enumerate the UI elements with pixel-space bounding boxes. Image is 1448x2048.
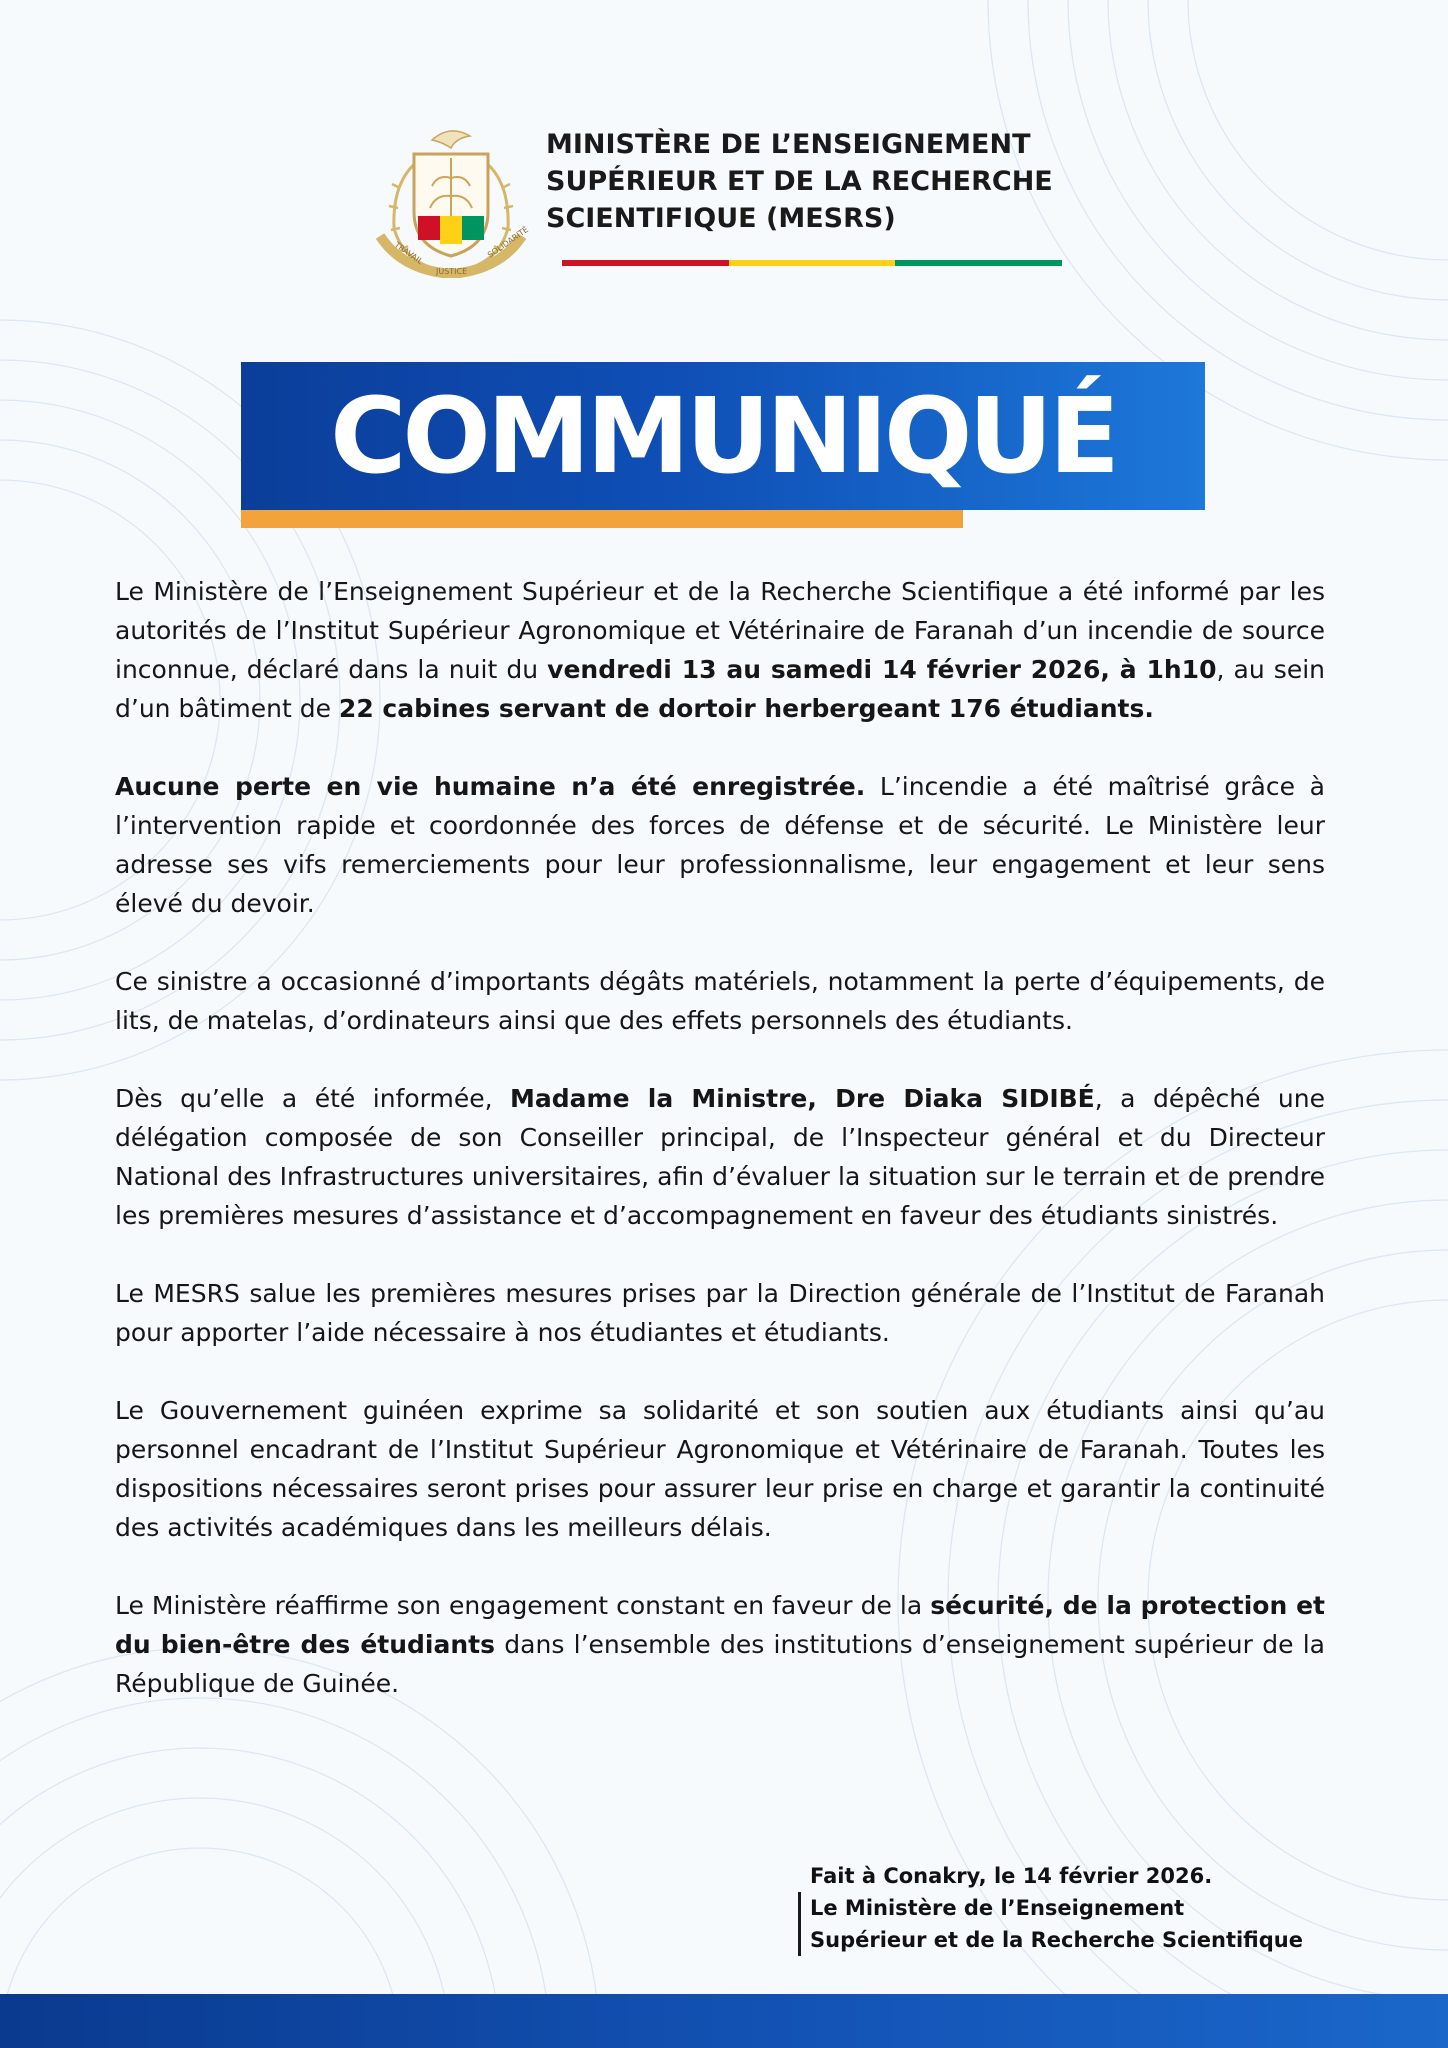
paragraph-reaffirmation [115,1586,1325,1703]
footer-bar [0,1994,1448,2048]
flag-rule-yellow [729,260,896,266]
signature-date: Fait à Conakry, le 14 février 2026. [810,1864,1213,1888]
ministry-name-line: SCIENTIFIQUE (MESRS) [546,203,896,234]
text-emphasis: vendredi 13 au samedi 14 février 2026, à 1h10 [547,655,1217,684]
banner-accent-stripe [241,510,963,528]
paragraph-damages: Ce sinistre a occasionné d’importants dégâts matériels, notamment la perte d’équipements, de lits, de matelas, d’ordinateurs ainsi que des effets personnels des étudiants. [115,967,1325,1035]
text-emphasis: Madame la Ministre, Dre Diaka SIDIBÉ [510,1084,1095,1113]
text-emphasis: sécurité, de la protection et du bien-être des étudiants [115,1591,1325,1659]
communique-body [115,572,1325,1742]
communique-banner [241,362,1205,528]
text-emphasis: Aucune perte en vie humaine n’a été enregistrée. [115,772,866,801]
text-run: Dès qu’elle a été informée, [115,1084,511,1113]
flag-rule-green [895,260,1062,266]
paragraph-no-casualties [115,767,1325,923]
ministry-name-line: MINISTÈRE DE L’ENSEIGNEMENT [546,129,1031,160]
signatory [798,1892,1338,1956]
paragraph-incident [115,572,1325,728]
flag-rule-red [562,260,729,266]
text-run: L’incendie a été maîtrisé grâce à l’intervention rapide et coordonnée des forces de défense et de sécurité. Le Ministère leur adresse ses vifs remerciements pour leur professionnalisme, leur engagement et leur sens élevé du devoir. [115,772,1325,918]
svg-text:TRAVAIL: TRAVAIL [392,240,425,267]
text-run: Le Ministère réaffirme son engagement constant en faveur de la [115,1591,931,1620]
paragraph-delegation [115,1079,1325,1235]
text-emphasis: 22 cabines servant de dortoir herbergeant 176 étudiants. [338,694,1154,723]
text-run: , au sein d’un bâtiment de [115,655,1325,723]
guinea-coat-of-arms-icon [372,118,530,278]
paragraph-government-solidarity: Le Gouvernement guinéen exprime sa solidarité et son soutien aux étudiants ainsi qu’au personnel encadrant de l’Institut Supérieur Agronomique et Vétérinaire de Faranah. Toutes les dispositions nécessaires seront prises pour assurer leur prise en charge et garantir la continuité des activités académiques dans les meilleurs délais. [115,1396,1325,1542]
banner-title: COMMUNIQUÉ [330,375,1116,497]
text-run: Le Ministère de l’Enseignement Supérieur et de la Recherche Scientifique a été informé par les autorités de l’Institut Supérieur Agronomique et Vétérinaire de Faranah d’un incendie de source inconnue, déclaré dans la nuit du [115,577,1325,684]
signature-block [798,1860,1338,1956]
svg-text:JUSTICE: JUSTICE [436,267,468,276]
ministry-name-line: SUPÉRIEUR ET DE LA RECHERCHE [546,166,1053,197]
text-run: , a dépêché une délégation composée de son Conseiller principal, de l’Inspecteur général et du Directeur National des Infrastructures universitaires, afin d’évaluer la situation sur le terrain et de prendre les premières mesures d’assistance et d’accompagnement en faveur des étudiants sinistrés. [115,1084,1325,1230]
letterhead [372,118,1092,288]
signatory-line: Le Ministère de l’Enseignement [810,1896,1185,1920]
svg-text:SOLIDARITÉ: SOLIDARITÉ [485,224,530,260]
ministry-name [546,126,1106,237]
text-run: dans l’ensemble des institutions d’enseignement supérieur de la République de Guinée. [115,1630,1325,1698]
flag-color-rule [562,260,1062,266]
paragraph-mesrs-salute: Le MESRS salue les premières mesures prises par la Direction générale de l’Institut de Faranah pour apporter l’aide nécessaire à nos étudiantes et étudiants. [115,1279,1325,1347]
signatory-line: Supérieur et de la Recherche Scientifique [810,1928,1303,1952]
